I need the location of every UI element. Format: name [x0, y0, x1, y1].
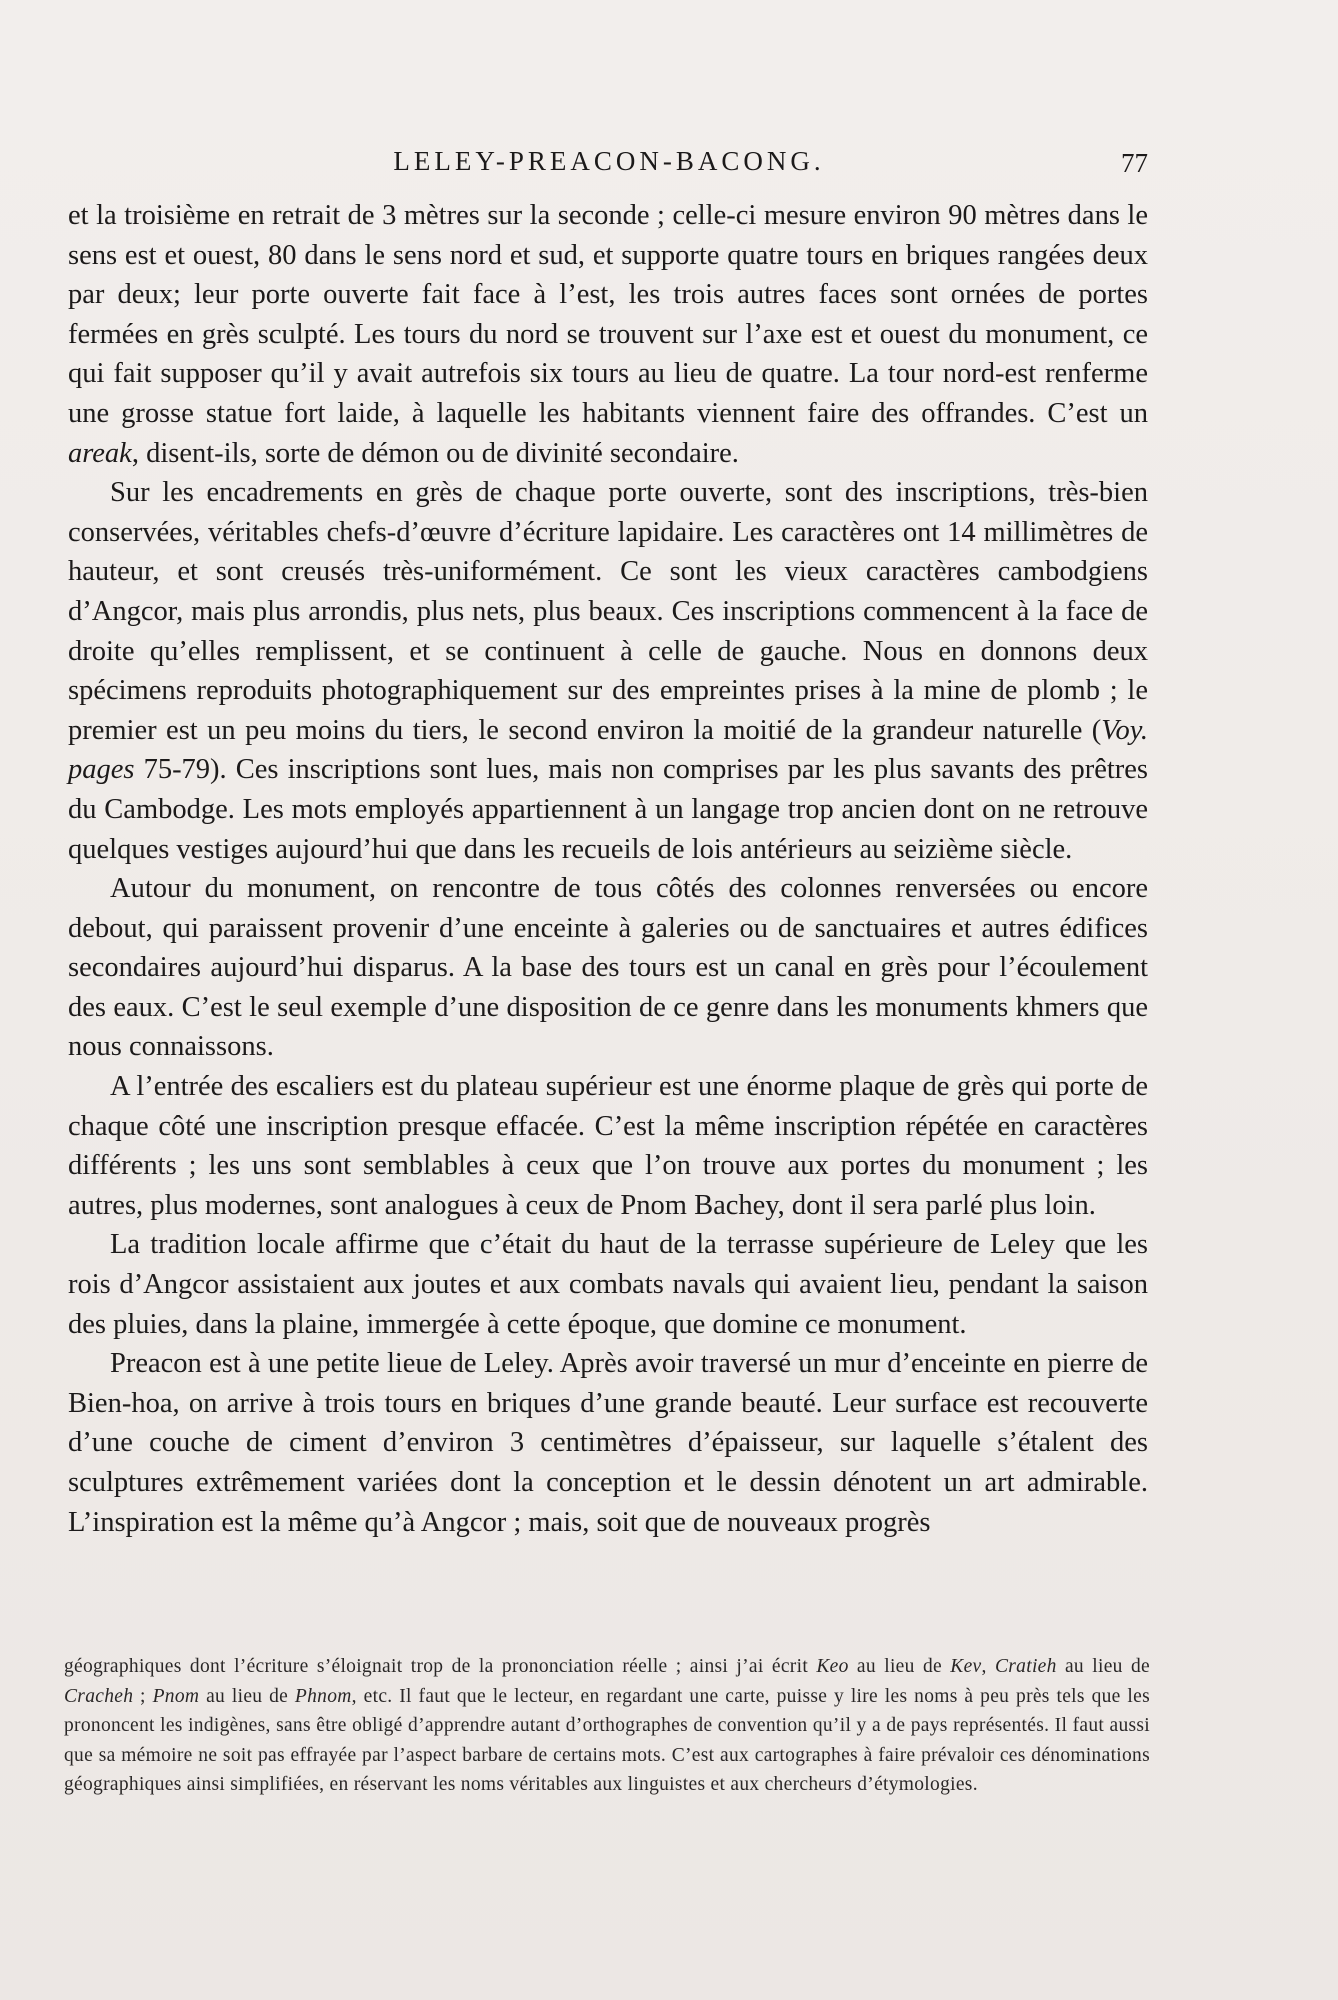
text-run: au lieu de — [848, 1656, 951, 1677]
paragraph — [68, 473, 1148, 869]
text-run: , etc. Il faut que le lecteur, en regardant une carte, puisse y lire les noms à peu près tels que les prononcent les indigènes, sans être obligé d’apprendre autant d’orthographes de convention qu’il y a de pays représentés. Il faut aussi que sa mémoire ne soit pas effrayée par l’aspect barbare de certains mots. C’est aux cartographes à faire prévaloir ces dénominations géographiques ainsi simplifiées, en réservant les noms véritables aux linguistes et aux chercheurs d’étymologies. — [64, 1685, 1150, 1795]
text-run: Preacon est à une petite lieue de Leley. Après avoir traversé un mur d’enceinte en pierre de Bien-hoa, on arrive à trois tours en briques d’une grande beauté. Leur surface est recouverte d’une couche de ciment d’environ 3 centimètres d’épaisseur, sur laquelle s’étalent des sculptures extrêmement variées dont la conception et le dessin dénotent un art admirable. L’inspiration est la même qu’à Angcor ; mais, soit que de nouveaux progrès — [68, 1348, 1148, 1538]
italic-text: Voy. pages — [68, 714, 1148, 786]
footnote — [64, 1652, 1150, 1800]
italic-text: Pnom — [152, 1685, 200, 1707]
page-number: 77 — [1121, 148, 1148, 178]
text-run: et la troisième en retrait de 3 mètres sur la seconde ; celle-ci mesure environ 90 mètres dans le sens est et ouest, 80 dans le sens nord et sud, et supporte quatre tours en briques rangées deux par deux; leur porte ouverte fait face à l’est, les trois autres faces sont ornées de portes fermées en grès sculpté. Les tours du nord se trouvent sur l’axe est et ouest du monument, ce qui fait supposer qu’il y avait autrefois six tours au lieu de quatre. La tour nord-est renferme une grosse statue fort laide, à laquelle les habitants viennent faire des offrandes. C’est un — [68, 200, 1148, 429]
paragraph — [68, 1067, 1148, 1225]
text-run: Autour du monument, on rencontre de tous côtés des colonnes renversées ou encore debout, qui paraissent provenir d’une enceinte à galeries ou de sanctuaires et autres édifices secondaires aujourd’hui disparus. A la base des tours est un canal en grès pour l’écoulement des eaux. C’est le seul exemple d’une disposition de ce genre dans les monuments khmers que nous connaissons. — [68, 873, 1148, 1063]
italic-text: Cracheh — [64, 1685, 134, 1707]
body-text — [68, 196, 1148, 1542]
text-run: Sur les encadrements en grès de chaque porte ouverte, sont des inscriptions, très-bien conservées, véritables chefs-d’œuvre d’écriture lapidaire. Les caractères ont 14 millimètres de hauteur, et sont creusés très-uniformément. Ce sont les vieux caractères cambodgiens d’Angcor, mais plus arrondis, plus nets, plus beaux. Ces inscriptions commencent à la face de droite qu’elles remplissent, et se continuent à celle de gauche. Nous en donnons deux spécimens reproduits photographiquement sur des empreintes prises à la mine de plomb ; le premier est un peu moins du tiers, le second environ la moitié de la grandeur naturelle ( — [68, 477, 1148, 746]
paragraph — [68, 1225, 1148, 1344]
italic-text: Cratieh — [994, 1656, 1057, 1677]
text-run: au lieu de — [199, 1685, 295, 1707]
italic-text: areak — [68, 437, 132, 469]
text-run: 75-79). Ces inscriptions sont lues, mais non comprises par les plus savants des prêtres du Cambodge. Les mots employés appartiennent à un langage trop ancien dont on ne retrouve quelques vestiges aujourd’hui que dans les recueils de lois antérieurs au seizième siècle. — [68, 754, 1148, 865]
text-run: , disent-ils, sorte de démon ou de divinité secondaire. — [131, 437, 739, 469]
text-run: , — [981, 1656, 995, 1677]
text-run: A l’entrée des escaliers est du plateau supérieur est une énorme plaque de grès qui porte de chaque côté une inscription presque effacée. C’est la même inscription répétée en caractères différents ; les uns sont semblables à ceux que l’on trouve aux portes du monument ; les autres, plus modernes, sont analogues à ceux de Pnom Bachey, dont il sera parlé plus loin. — [68, 1071, 1148, 1221]
running-title: LELEY-PREACON-BACONG. — [393, 146, 825, 176]
text-run: La tradition locale affirme que c’était du haut de la terrasse supérieure de Leley que les rois d’Angcor assistaient aux joutes et aux combats navals qui avaient lieu, pendant la saison des pluies, dans la plaine, immergée à cette époque, que domine ce monument. — [68, 1229, 1148, 1340]
paragraph — [68, 1344, 1148, 1542]
page-header — [70, 146, 1148, 186]
paragraph — [68, 196, 1148, 473]
paragraph — [68, 869, 1148, 1067]
footnote-text — [64, 1652, 1150, 1800]
text-run: ; — [133, 1685, 153, 1707]
italic-text: Phnom — [294, 1685, 352, 1707]
italic-text: Kev — [950, 1656, 982, 1677]
text-run: au lieu de — [1056, 1656, 1151, 1677]
italic-text: Keo — [816, 1656, 849, 1677]
text-run: géographiques dont l’écriture s’éloignait trop de la prononciation réelle ; ainsi j’ai écrit — [64, 1656, 817, 1677]
